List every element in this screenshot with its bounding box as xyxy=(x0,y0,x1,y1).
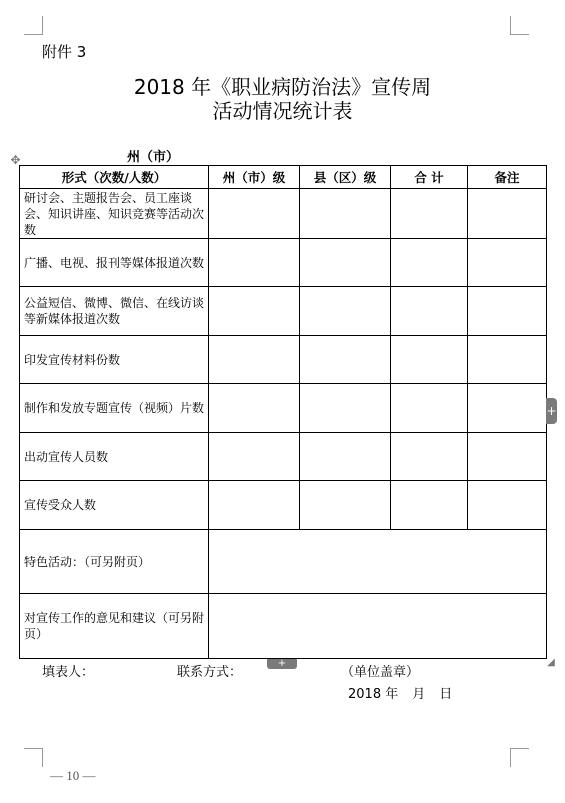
table-cell[interactable] xyxy=(300,239,391,287)
table-header-row xyxy=(20,166,547,189)
table-cell[interactable] xyxy=(391,189,468,239)
table-cell[interactable] xyxy=(391,481,468,530)
date-day: 日 xyxy=(439,687,453,702)
table-cell[interactable] xyxy=(391,287,468,336)
document-title-line2: 活动情况统计表 xyxy=(212,99,353,123)
row-label: 印发宣传材料份数 xyxy=(20,336,209,384)
table-cell[interactable] xyxy=(300,481,391,530)
table-cell[interactable] xyxy=(468,287,547,336)
table-cell[interactable] xyxy=(209,336,300,384)
attachment-label: 附件 3 xyxy=(42,43,87,61)
table-cell[interactable] xyxy=(300,336,391,384)
table-cell[interactable] xyxy=(209,239,300,287)
table-row xyxy=(20,336,547,384)
column-header: 合 计 xyxy=(391,166,468,189)
row-label: 研讨会、主题报告会、员工座谈会、知识讲座、知识竞赛等活动次数 xyxy=(20,189,209,239)
table-cell[interactable] xyxy=(468,336,547,384)
table-row xyxy=(20,189,547,239)
table-cell-merged[interactable] xyxy=(209,530,547,594)
date-month: 月 xyxy=(412,687,426,702)
row-label: 制作和发放专题宣传（视频）片数 xyxy=(20,384,209,433)
table-cell[interactable] xyxy=(209,433,300,481)
table-cell[interactable] xyxy=(209,481,300,530)
table-row xyxy=(20,239,547,287)
table-cell[interactable] xyxy=(391,239,468,287)
row-label: 对宣传工作的意见和建议（可另附页） xyxy=(20,594,209,659)
table-row xyxy=(20,481,547,530)
table-cell[interactable] xyxy=(300,287,391,336)
table-cell[interactable] xyxy=(391,433,468,481)
statistics-table xyxy=(19,165,547,659)
row-label: 公益短信、微博、微信、在线访谈等新媒体报道次数 xyxy=(20,287,209,336)
table-cell-merged[interactable] xyxy=(209,594,547,659)
crop-mark-top-right xyxy=(510,16,529,35)
table-cell[interactable] xyxy=(300,384,391,433)
date-line xyxy=(348,683,466,702)
crop-mark-top-left xyxy=(24,16,43,35)
column-header: 形式（次数/人数） xyxy=(20,166,209,189)
table-cell[interactable] xyxy=(209,287,300,336)
date-year: 2018 年 xyxy=(348,687,399,702)
table-row xyxy=(20,594,547,659)
table-cell[interactable] xyxy=(391,336,468,384)
table-cell[interactable] xyxy=(468,239,547,287)
region-label: 州（市） xyxy=(127,150,180,165)
table-cell[interactable] xyxy=(468,189,547,239)
column-header: 州（市）级 xyxy=(209,166,300,189)
table-row xyxy=(20,384,547,433)
crop-mark-bottom-right xyxy=(510,748,529,767)
table-cell[interactable] xyxy=(468,384,547,433)
table-cell[interactable] xyxy=(468,481,547,530)
contact-label: 联系方式： xyxy=(177,665,243,680)
table-move-icon[interactable]: ✥ xyxy=(10,153,21,167)
column-header: 备注 xyxy=(468,166,547,189)
table-row xyxy=(20,530,547,594)
filler-label: 填表人： xyxy=(42,665,95,680)
column-header: 县（区）级 xyxy=(300,166,391,189)
page-number: — 10 — xyxy=(50,768,96,783)
table-cell[interactable] xyxy=(468,433,547,481)
crop-mark-bottom-left xyxy=(24,748,43,767)
row-label: 宣传受众人数 xyxy=(20,481,209,530)
table-cell[interactable] xyxy=(209,384,300,433)
seal-label: （单位盖章） xyxy=(341,665,420,680)
add-column-icon[interactable]: + xyxy=(546,398,557,424)
table-cell[interactable] xyxy=(209,189,300,239)
table-cell[interactable] xyxy=(391,384,468,433)
table-resize-icon[interactable]: ◢ xyxy=(547,657,555,668)
table-cell[interactable] xyxy=(300,189,391,239)
table-row xyxy=(20,287,547,336)
row-label: 特色活动：（可另附页） xyxy=(20,530,209,594)
table-cell[interactable] xyxy=(300,433,391,481)
add-row-icon[interactable]: + xyxy=(267,659,297,669)
table-row xyxy=(20,433,547,481)
row-label: 广播、电视、报刊等媒体报道次数 xyxy=(20,239,209,287)
document-title-line1: 2018 年《职业病防治法》宣传周 xyxy=(133,75,432,99)
row-label: 出动宣传人员数 xyxy=(20,433,209,481)
